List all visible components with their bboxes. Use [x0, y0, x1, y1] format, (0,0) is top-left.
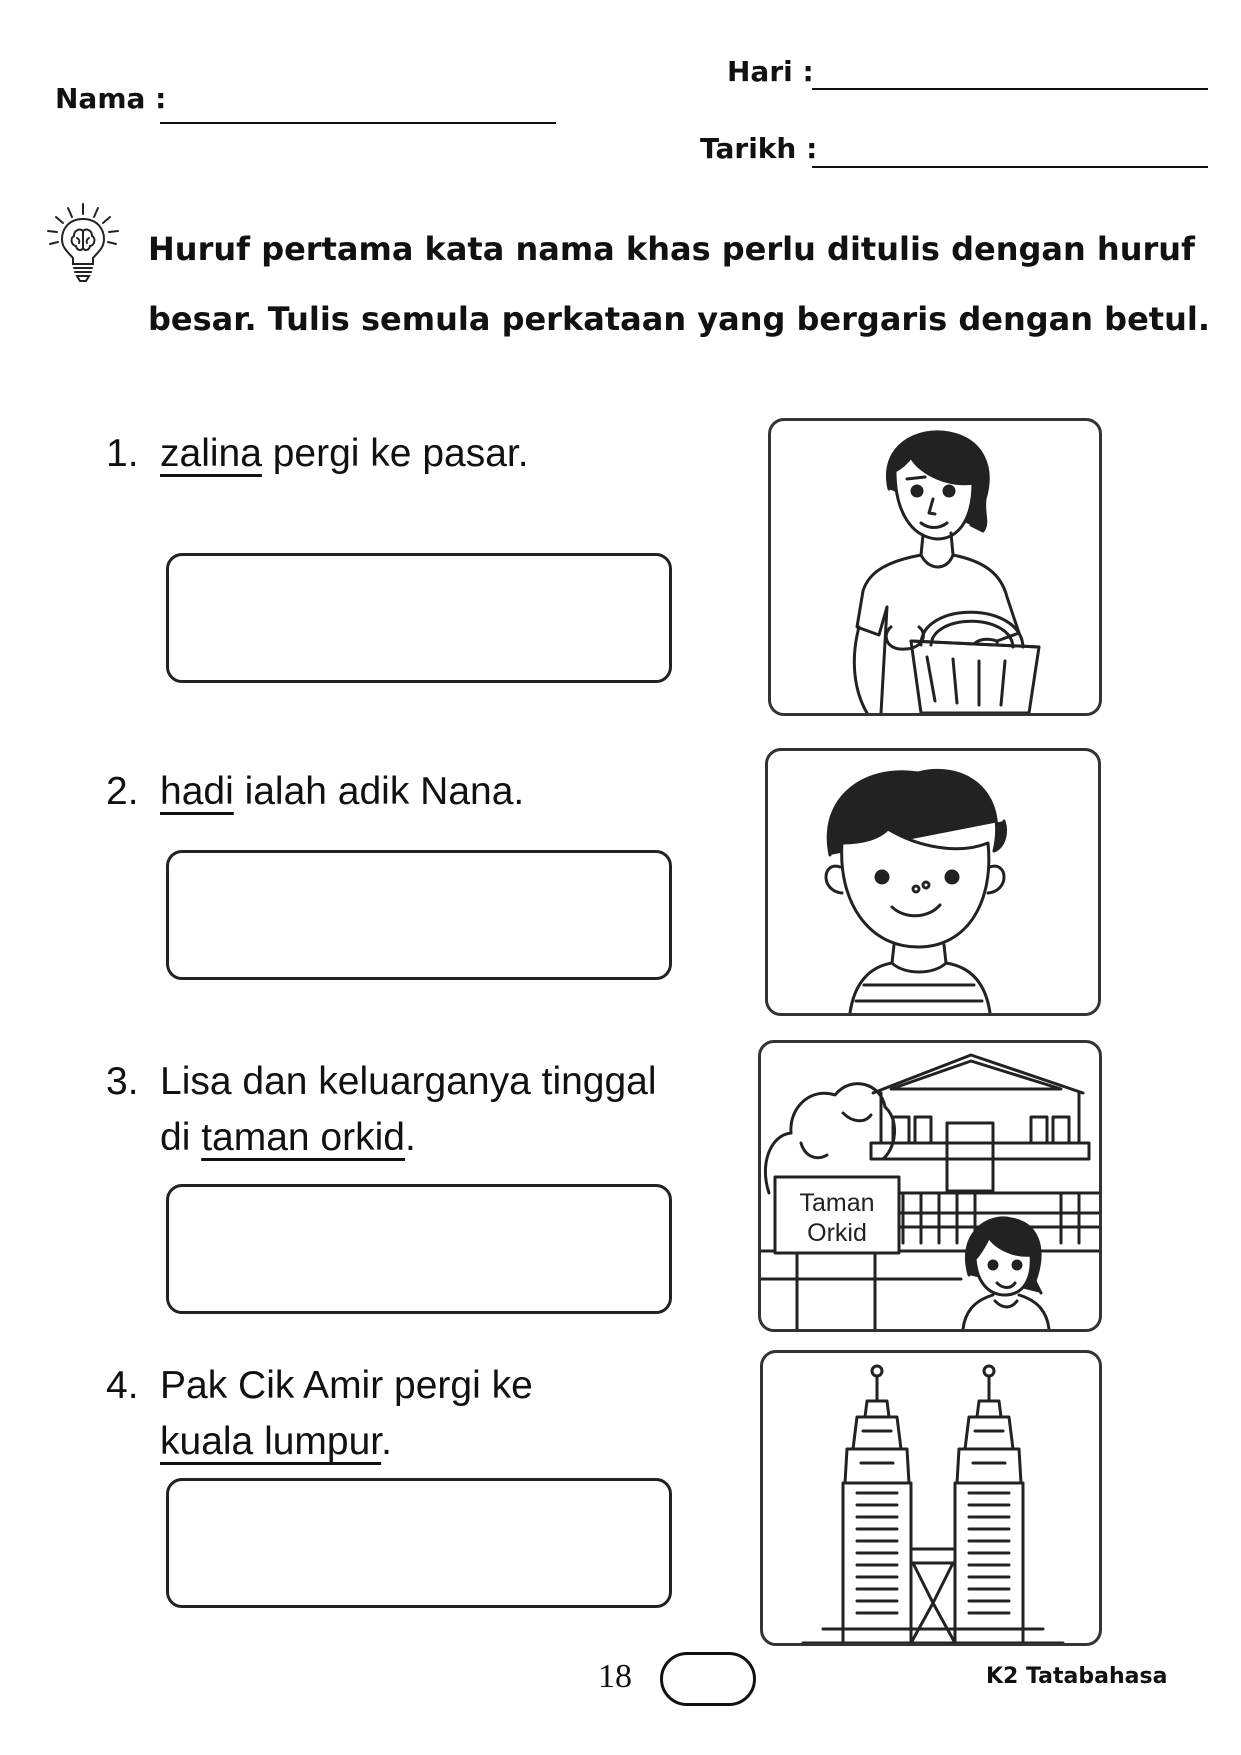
- picture-twin-towers: [760, 1350, 1102, 1646]
- question-2: [106, 764, 524, 820]
- woman-with-basket-illustration: [771, 421, 1099, 713]
- answer-box-3[interactable]: [166, 1184, 672, 1314]
- underlined-word: kuala lumpur: [160, 1420, 382, 1463]
- underlined-word: taman orkid: [201, 1116, 405, 1159]
- picture-woman-with-basket: [768, 418, 1102, 716]
- question-number: 4.: [106, 1364, 139, 1407]
- question-3-line-2: [160, 1110, 416, 1166]
- question-4-line-2: [160, 1414, 392, 1470]
- page-number: 18: [598, 1658, 632, 1695]
- underlined-word: hadi: [160, 770, 234, 813]
- picture-boy: [765, 748, 1101, 1016]
- question-text: pergi ke pasar.: [261, 432, 529, 475]
- question-text: .: [381, 1420, 392, 1463]
- hari-field[interactable]: [812, 88, 1208, 90]
- question-text: Lisa dan keluarganya tinggal: [160, 1060, 657, 1103]
- instruction-line-1: Huruf pertama kata nama khas perlu ditulis dengan huruf: [148, 230, 1195, 268]
- question-3: [106, 1054, 657, 1110]
- answer-box-1[interactable]: [166, 553, 672, 683]
- hari-label: Hari :: [727, 55, 814, 88]
- question-1: [106, 426, 529, 482]
- house-and-girl-illustration: [761, 1043, 1099, 1329]
- boy-illustration: [768, 751, 1098, 1013]
- answer-box-2[interactable]: [166, 850, 672, 980]
- question-4: [106, 1358, 533, 1414]
- question-text: Pak Cik Amir pergi ke: [160, 1364, 533, 1407]
- question-text: ialah adik Nana.: [233, 770, 525, 813]
- underlined-word: zalina: [160, 432, 262, 475]
- sign-text-line-1: Taman: [799, 1189, 875, 1217]
- question-number: 1.: [106, 432, 139, 475]
- question-number: 3.: [106, 1060, 139, 1103]
- nama-field[interactable]: [160, 122, 556, 124]
- question-number: 2.: [106, 770, 139, 813]
- answer-box-4[interactable]: [166, 1478, 672, 1608]
- nama-label: Nama :: [55, 82, 167, 115]
- twin-towers-illustration: [763, 1353, 1099, 1643]
- question-text: di: [160, 1116, 202, 1159]
- tarikh-field[interactable]: [812, 166, 1208, 168]
- tarikh-label: Tarikh :: [700, 132, 818, 165]
- footer-label: K2 Tatabahasa: [986, 1664, 1168, 1689]
- sign-text-line-2: Orkid: [807, 1219, 867, 1247]
- picture-taman-orkid: [758, 1040, 1102, 1332]
- score-oval[interactable]: [660, 1652, 756, 1706]
- question-text: .: [404, 1116, 416, 1159]
- lightbulb-brain-icon: [44, 202, 122, 284]
- instruction-line-2: besar. Tulis semula perkataan yang bergaris dengan betul.: [148, 300, 1210, 338]
